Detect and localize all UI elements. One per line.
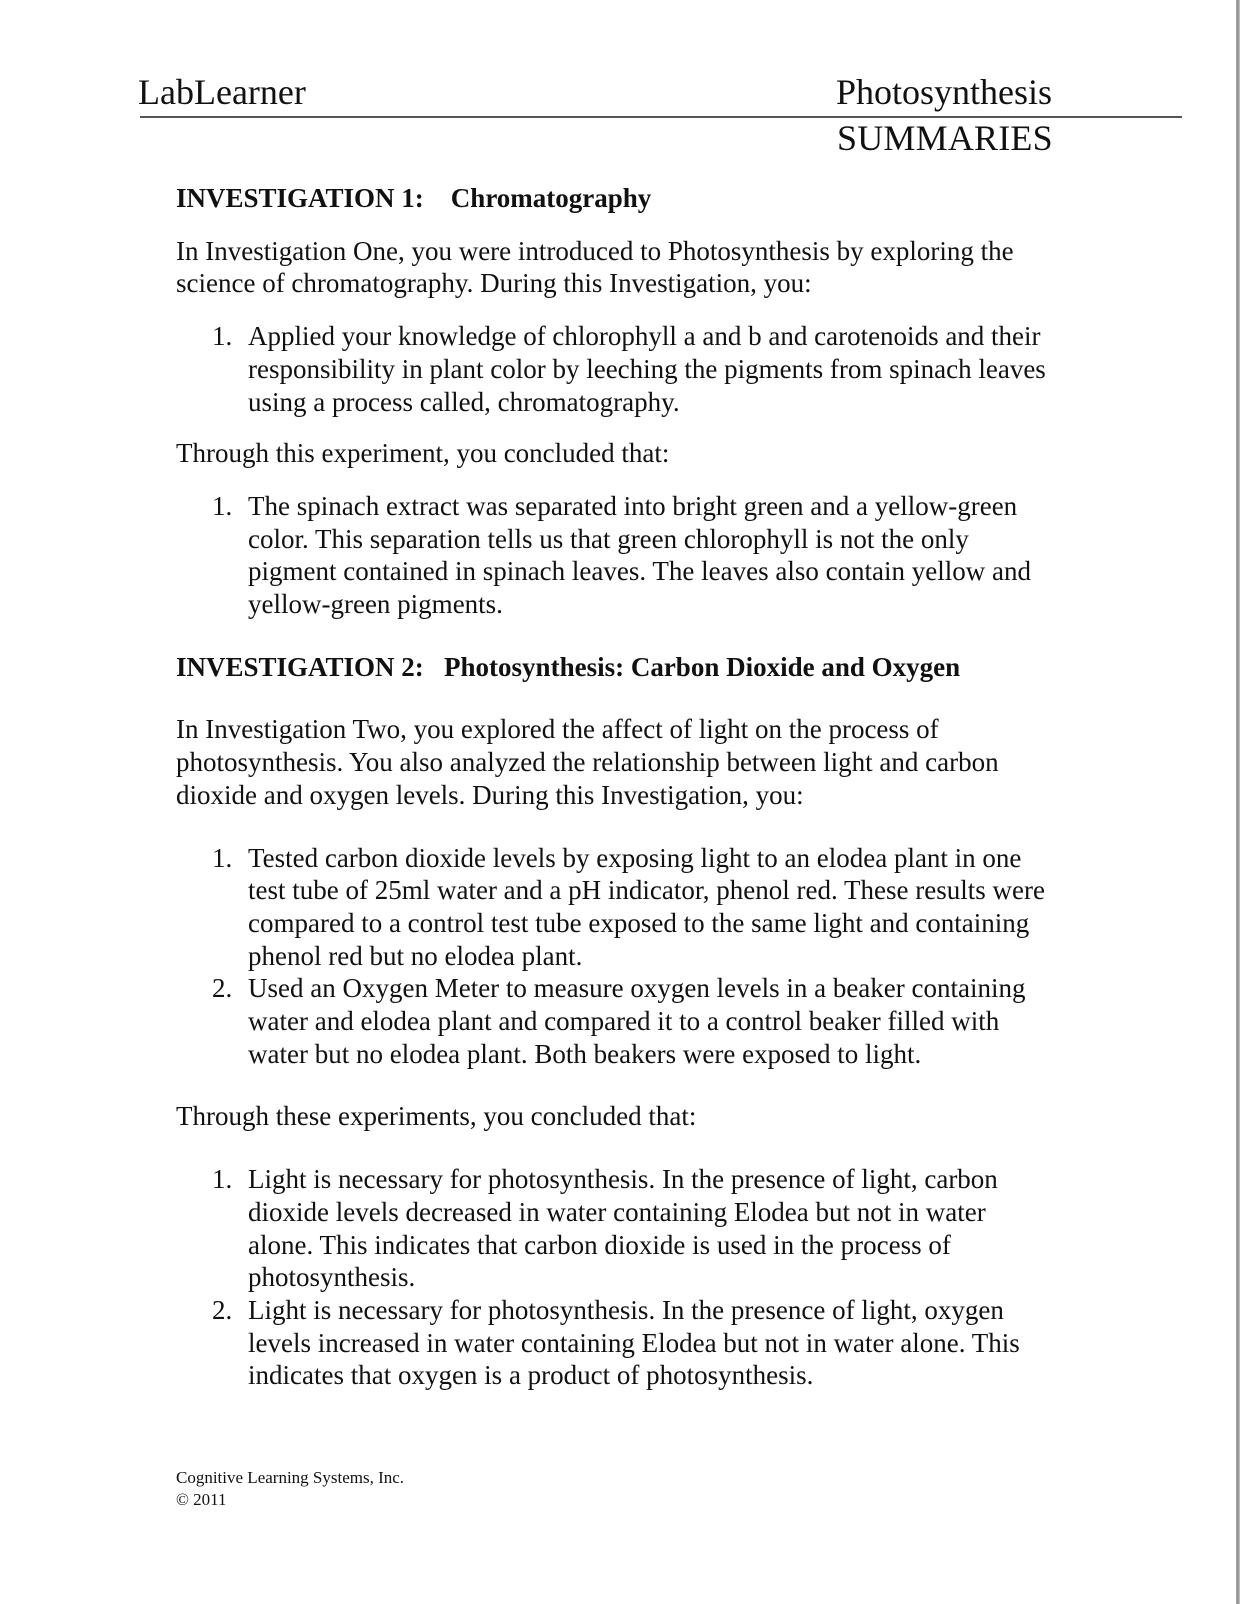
footer-copyright: © 2011 [176, 1490, 227, 1509]
investigation-heading: INVESTIGATION 1: Chromatography [176, 183, 652, 213]
list-number: 2. [212, 973, 233, 1004]
list-text: The spinach extract was separated into bright green and a yellow-green color. This separation tells us that green chlorophyll is not the only pigment contained in spinach leaves. The leaves also contain yellow and yellow-green pigments. [248, 490, 1032, 620]
list-text: Tested carbon dioxide levels by exposing light to an elodea plant in one test tube of 25ml water and a pH indicator, phenol red. These results were compared to a control test tube exposed to the same light and containing phenol red but no elodea plant. [248, 842, 1045, 971]
list-number: 1. [212, 321, 233, 352]
activity-list [176, 842, 1056, 1071]
investigation-intro: In Investigation Two, you explored the affect of light on the process of photosynthesis. You also analyzed the relationship between light and carbon dioxide and oxygen levels. During this Investigation, you: [176, 714, 999, 810]
list-number: 2. [212, 1294, 233, 1325]
page-footer [176, 1467, 404, 1511]
investigation-1 [176, 182, 1056, 621]
header-subtitle: SUMMARIES [837, 118, 1053, 158]
activity-list [176, 320, 1056, 418]
list-text: Light is necessary for photosynthesis. In the presence of light, carbon dioxide levels decreased in water containing Elodea but not in water alone. This indicates that carbon dioxide is used in the process of photosynthesis. [248, 1164, 998, 1293]
conclusion-list [176, 490, 1056, 621]
investigation-2 [176, 651, 1056, 1392]
list-item [176, 972, 1056, 1070]
document-body [176, 182, 1056, 1392]
conclusion-list [176, 1163, 1056, 1392]
list-item [176, 1163, 1056, 1294]
page-edge-border [1236, 0, 1240, 1604]
list-number: 1. [212, 842, 233, 873]
conclusion-lead: Through these experiments, you concluded that: [176, 1101, 697, 1132]
list-text: Applied your knowledge of chlorophyll a and b and carotenoids and their responsibility in plant color by leeching the pigments from spinach leaves using a process called, chromatography. [248, 321, 1046, 417]
list-text: Used an Oxygen Meter to measure oxygen levels in a beaker containing water and elodea plant and compared it to a control beaker filled with water but no elodea plant. Both beakers were exposed to light. [248, 973, 1026, 1069]
list-item [176, 320, 1056, 418]
list-number: 1. [212, 1164, 233, 1195]
investigation-intro: In Investigation One, you were introduced to Photosynthesis by exploring the science of chromatography. During this Investigation, you: [176, 235, 1014, 299]
list-text: Light is necessary for photosynthesis. In the presence of light, oxygen levels increased in water containing Elodea but not in water alone. This indicates that oxygen is a product of photosynthesis. [248, 1294, 1020, 1391]
list-number: 1. [212, 490, 233, 521]
investigation-heading: INVESTIGATION 2: Photosynthesis: Carbon Dioxide and Oxygen [176, 651, 961, 682]
header-brand: LabLearner [138, 72, 306, 112]
list-item [176, 490, 1056, 621]
list-item [176, 1294, 1056, 1392]
footer-company: Cognitive Learning Systems, Inc. [176, 1468, 405, 1487]
list-item [176, 842, 1056, 973]
conclusion-lead: Through this experiment, you concluded that: [176, 438, 670, 469]
header-topic: Photosynthesis [836, 72, 1053, 112]
